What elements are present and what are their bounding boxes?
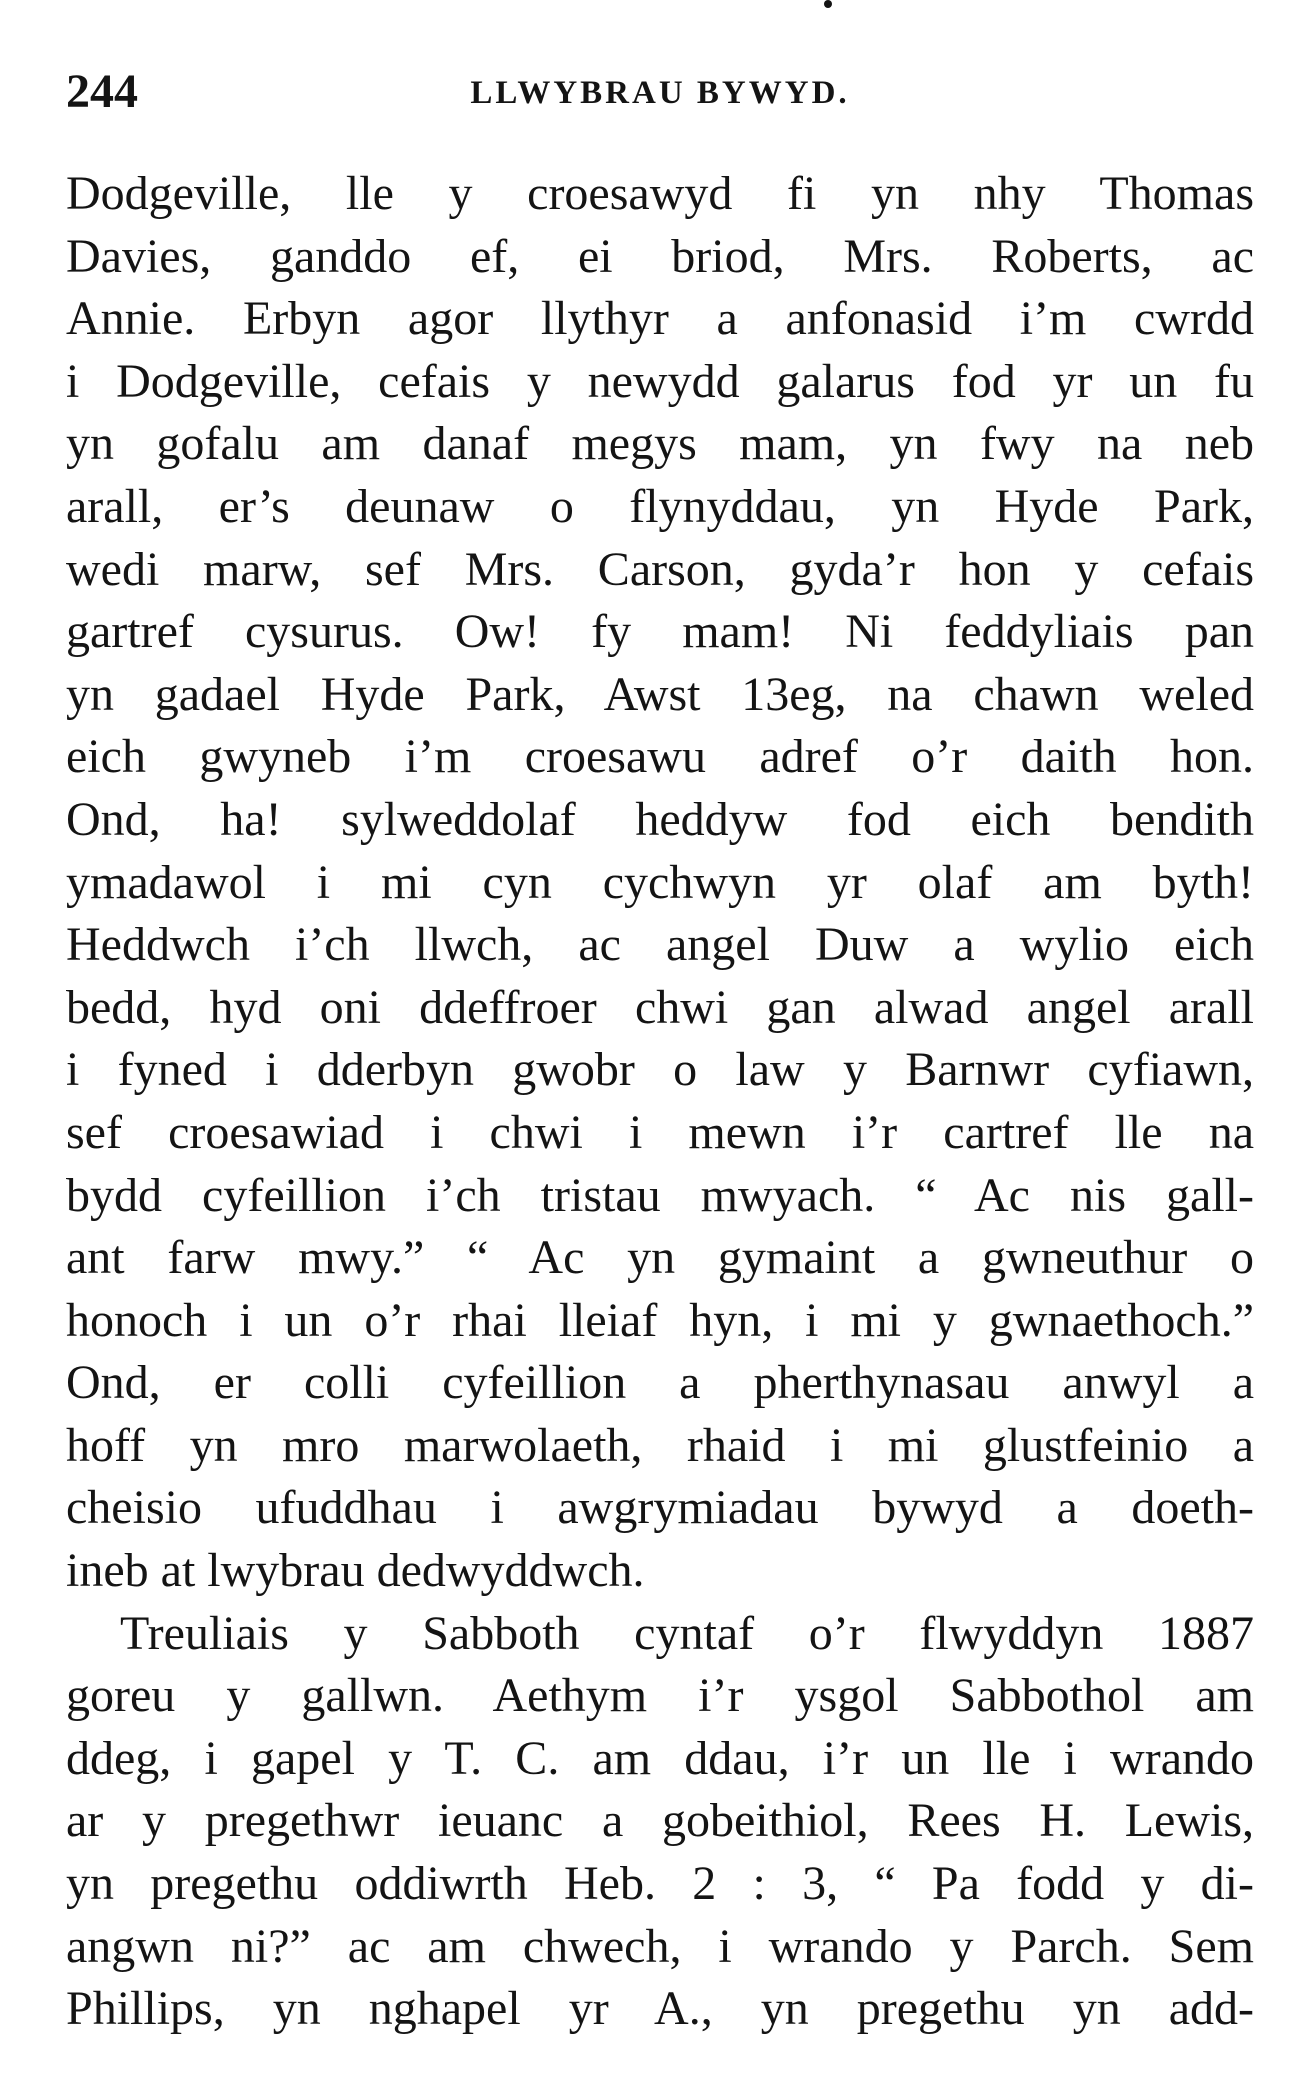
text-line: ant farw mwy.” “ Ac yn gymaint a gwneuthur o [66, 1231, 1254, 1285]
text-line: gartref cysurus. Ow! fy mam! Ni feddyliais pan [66, 605, 1254, 659]
text-line: ar y pregethwr ieuanc a gobeithiol, Rees H. Lewis, [66, 1794, 1254, 1848]
text-line: Ond, er colli cyfeillion a pherthynasau anwyl a [66, 1356, 1254, 1410]
text-line: cheisio ufuddhau i awgrymiadau bywyd a doeth- [66, 1481, 1254, 1535]
text-line: yn gadael Hyde Park, Awst 13eg, na chawn weled [66, 667, 1254, 721]
text-line: bedd, hyd oni ddeffroer chwi gan alwad angel arall [66, 980, 1254, 1034]
text-line: wedi marw, sef Mrs. Carson, gyda’r hon y cefais [66, 542, 1254, 596]
text-line: i fyned i dderbyn gwobr o law y Barnwr cyfiawn, [66, 1043, 1254, 1097]
paragraph-2 [66, 1603, 1254, 2041]
ink-speck [824, 0, 832, 8]
text-line: i Dodgeville, cefais y newydd galarus fod yr un fu [66, 354, 1254, 408]
paragraph-1 [66, 163, 1254, 1603]
running-head: LLWYBRAU BYWYD. [470, 75, 850, 111]
text-line: bydd cyfeillion i’ch tristau mwyach. “ Ac nis gall- [66, 1168, 1254, 1222]
text-line: yn gofalu am danaf megys mam, yn fwy na neb [66, 417, 1254, 471]
text-line: sef croesawiad i chwi i mewn i’r cartref lle na [66, 1105, 1254, 1159]
text-line: goreu y gallwn. Aethym i’r ysgol Sabbothol am [66, 1669, 1254, 1723]
text-line: Ond, ha! sylweddolaf heddyw fod eich bendith [66, 792, 1254, 846]
text-line: hoff yn mro marwolaeth, rhaid i mi glustfeinio a [66, 1418, 1254, 1472]
text-line: arall, er’s deunaw o flynyddau, yn Hyde Park, [66, 479, 1254, 533]
text-line: Heddwch i’ch llwch, ac angel Duw a wylio eich [66, 918, 1254, 972]
text-line: angwn ni?” ac am chwech, i wrando y Parch. Sem [66, 1919, 1254, 1973]
text-line: ymadawol i mi cyn cychwyn yr olaf am byth! [66, 855, 1254, 909]
page-header [66, 62, 1254, 122]
text-line: yn pregethu oddiwrth Heb. 2 : 3, “ Pa fodd y di- [66, 1857, 1254, 1911]
page-number: 244 [66, 65, 138, 118]
text-line: honoch i un o’r rhai lleiaf hyn, i mi y gwnaethoch.” [66, 1293, 1254, 1347]
text-line: Davies, ganddo ef, ei briod, Mrs. Roberts, ac [66, 229, 1254, 283]
text-line: Dodgeville, lle y croesawyd fi yn nhy Thomas [66, 167, 1254, 220]
text-line: Annie. Erbyn agor llythyr a anfonasid i’m cwrdd [66, 292, 1254, 346]
text-line: Phillips, yn nghapel yr A., yn pregethu yn add- [66, 1982, 1254, 2036]
body-text [66, 163, 1254, 2041]
text-line: Treuliais y Sabboth cyntaf o’r flwyddyn 1887 [120, 1606, 1254, 1660]
text-line: ddeg, i gapel y T. C. am ddau, i’r un lle i wrando [66, 1731, 1254, 1785]
text-line: ineb at lwybrau dedwyddwch. [66, 1544, 645, 1598]
text-line: eich gwyneb i’m croesawu adref o’r daith hon. [66, 730, 1254, 784]
